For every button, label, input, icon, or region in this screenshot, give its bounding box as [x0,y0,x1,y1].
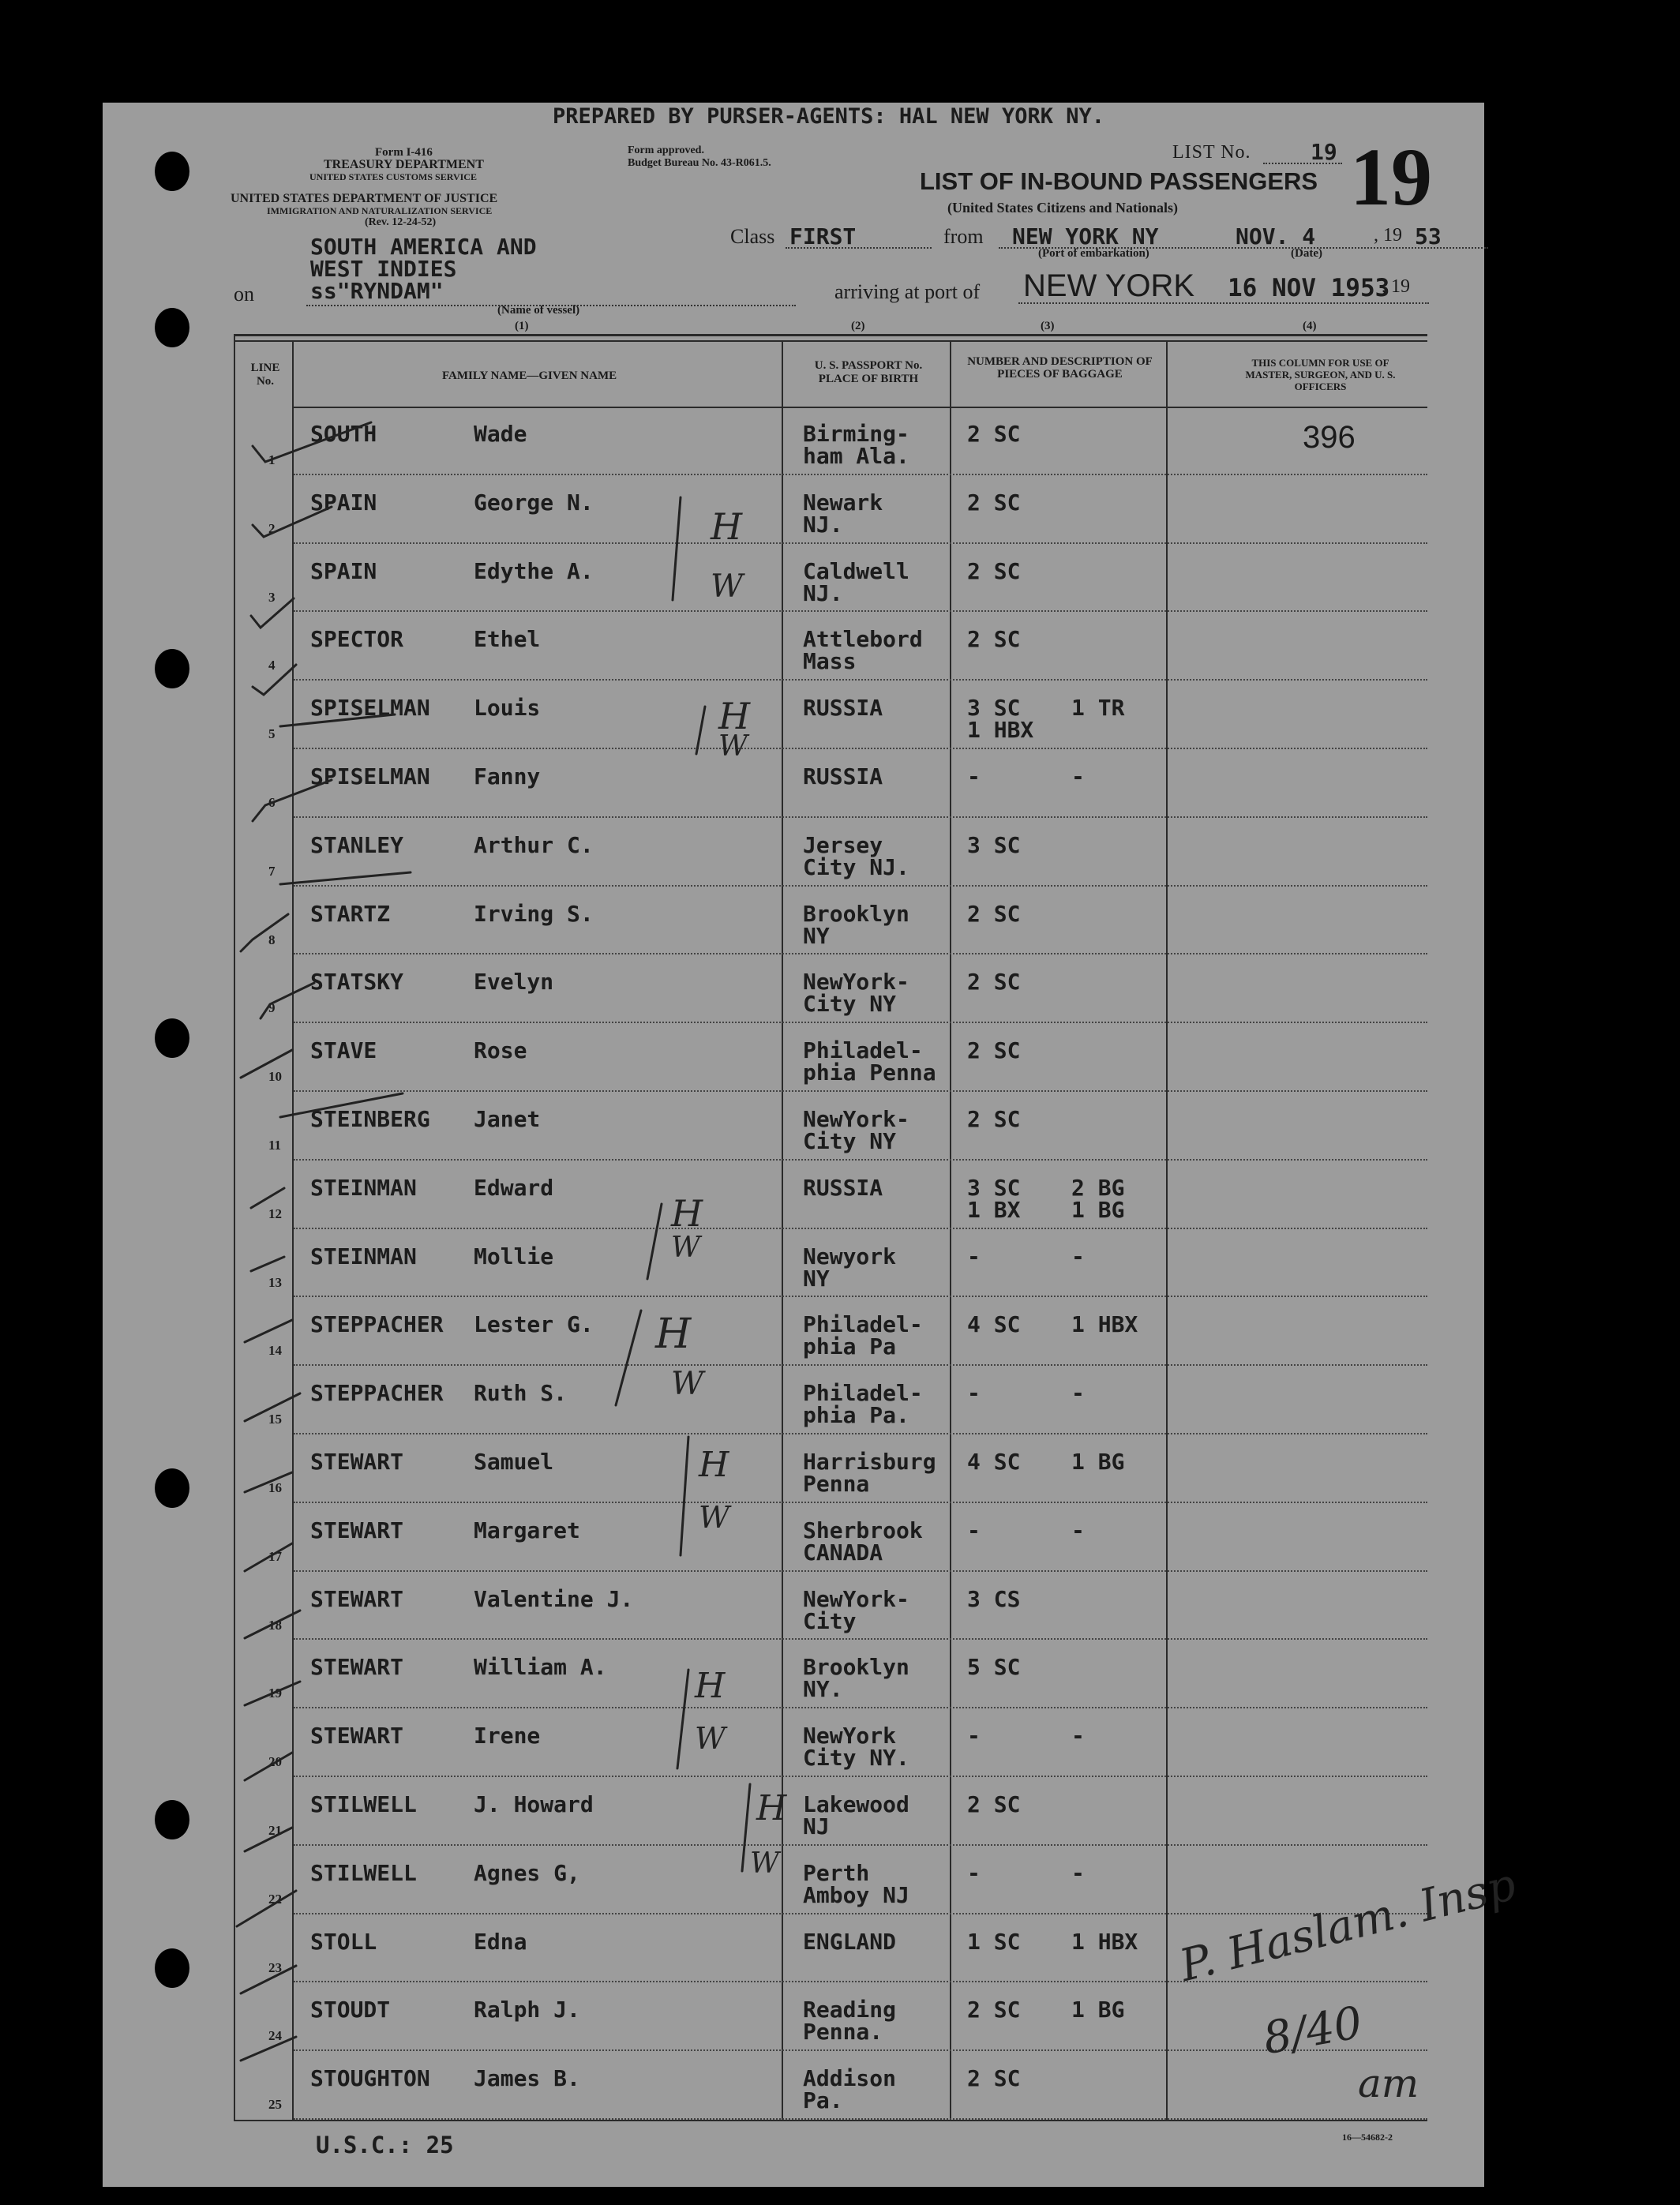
line-number: 18 [268,1617,282,1633]
family-name: STEPPACHER [310,1380,444,1407]
family-name: STILWELL [310,1791,417,1817]
line-number: 13 [268,1274,282,1290]
arriving-label: arriving at port of [834,280,981,303]
date-caption: (Date) [1291,247,1322,260]
line-number: 15 [268,1412,282,1427]
punch-hole [155,152,189,191]
table-row [0,1366,1680,1434]
mark-wife: W [750,1847,780,1880]
birthplace-line1: RUSSIA [803,763,883,789]
col-number-1: (1) [515,320,529,332]
given-name: Valentine J. [474,1585,634,1612]
given-name: Louis [474,695,541,722]
family-name: STOUDT [310,1997,391,2023]
birthplace-line2: City NY [803,991,897,1018]
mark-husband: H [671,1192,703,1235]
baggage-2: 1 BG [1071,1449,1125,1475]
birthplace-line1: NewYork- [803,1106,909,1132]
class-label: Class [730,225,775,248]
family-name: STANLEY [310,831,404,858]
birthplace-line2: City NY. [803,1745,909,1772]
budget-bureau: Budget Bureau No. 43-R061.5. [628,157,771,169]
family-name: SOUTH [310,421,377,447]
line-number: 17 [268,1548,282,1564]
table-row [0,407,1680,475]
birthplace-line2: NJ. [803,579,843,606]
family-name: STEWART [310,1723,404,1749]
family-name: STEINMAN [310,1243,417,1269]
table-top-rule-2 [234,340,1427,342]
given-name: Fanny [474,763,541,789]
given-name: Wade [474,421,527,447]
birthplace-line2: ham Ala. [803,443,909,469]
row-rule [294,2118,1427,2120]
baggage-3: 1 BX [967,1196,1021,1223]
birthplace-line2: City NY [803,1128,897,1154]
family-name: STEINMAN [310,1174,417,1201]
mark-husband: H [655,1311,692,1358]
year-value: 53 [1415,223,1442,249]
baggage-1: 2 SC [967,1106,1021,1132]
line-number: 25 [268,2097,282,2113]
line-number: 24 [268,2028,282,2044]
header-passport: U. S. PASSPORT No. PLACE OF BIRTH [814,359,923,385]
family-name: STAVE [310,1037,377,1064]
baggage-1: 2 SC [967,489,1021,516]
table-row [0,887,1680,955]
baggage-1: 5 SC [967,1654,1021,1681]
baggage-1: 2 SC [967,557,1021,584]
baggage-4: 1 BG [1071,1196,1125,1223]
given-name: Margaret [474,1517,580,1543]
birthplace-line2: NJ [803,1813,830,1839]
baggage-1: - [967,763,981,789]
justice-dept: UNITED STATES DEPARTMENT OF JUSTICE [231,192,498,205]
treasury-dept: TREASURY DEPARTMENT [324,158,484,171]
family-name: STEINBERG [310,1106,430,1132]
table-row [0,1297,1680,1366]
mark-wife: W [711,568,744,605]
from-value: NEW YORK NY [1012,223,1159,249]
birthplace-line2: phia Penna [803,1059,936,1086]
birthplace-line1: Philadel- [803,1037,923,1064]
table-row [0,475,1680,544]
birthplace-line2: NJ. [803,511,843,538]
header-baggage: NUMBER AND DESCRIPTION OF PIECES OF BAGGAGE [967,355,1153,381]
mark-husband: H [695,1666,726,1706]
family-name: STOUGHTON [310,2065,430,2092]
birthplace-line1: Addison [803,2065,897,2092]
birthplace-line2: Pa. [803,2087,843,2114]
birthplace-line2: Penna [803,1471,870,1497]
birthplace-line1: Philadel- [803,1380,923,1407]
birthplace-line1: Brooklyn [803,900,909,927]
form-approved: Form approved. [628,144,704,156]
purser-note: PREPARED BY PURSER-AGENTS: HAL NEW YORK NY. [553,104,1104,129]
header-line-no: LINE No. [250,362,280,388]
line-number: 7 [268,863,276,879]
vessel-caption: (Name of vessel) [497,304,580,317]
baggage-2: - [1071,1517,1085,1543]
route-line1: SOUTH AMERICA AND [310,234,537,260]
baggage-2: - [1071,763,1085,789]
birthplace-line1: Brooklyn [803,1654,909,1681]
mark-wife: W [671,1366,704,1402]
line-number: 10 [268,1069,282,1085]
baggage-2: 1 HBX [1071,1311,1138,1338]
table-row [0,1982,1680,2051]
given-name: J. Howard [474,1791,594,1817]
birthplace-line1: Harrisburg [803,1449,936,1475]
baggage-1: 2 SC [967,900,1021,927]
birthplace-line1: Caldwell [803,557,909,584]
line-number: 14 [268,1343,282,1359]
year-prefix: , 19 [1374,225,1402,246]
table-row [0,1503,1680,1572]
baggage-1: 2 SC [967,626,1021,653]
family-name: STEWART [310,1449,404,1475]
on-label: on [234,283,254,306]
table-row [0,954,1680,1023]
line-number: 4 [268,658,276,673]
baggage-1: - [967,1517,981,1543]
baggage-1: 2 SC [967,969,1021,996]
line-number: 20 [268,1754,282,1770]
header-officers: THIS COLUMN FOR USE OF MASTER, SURGEON, AND U. S. OFFICERS [1245,357,1396,392]
birthplace-line1: NewYork- [803,969,909,996]
col-number-2: (2) [851,320,865,332]
inspector-time: 8/40 [1259,1997,1367,2065]
arrival-date-stamp: 16 NOV 1953 [1228,274,1390,302]
given-name: Edythe A. [474,557,594,584]
line-number: 16 [268,1480,282,1495]
table-top-rule [234,334,1427,336]
table-row [0,1572,1680,1641]
family-name: SPECTOR [310,626,404,653]
birthplace-line1: RUSSIA [803,1174,883,1201]
mark-wife: W [671,1232,701,1264]
line-number: 8 [268,932,276,947]
line-number: 22 [268,1891,282,1907]
baggage-1: 3 SC [967,831,1021,858]
vessel-name: ss"RYNDAM" [310,278,444,304]
family-name: STEWART [310,1585,404,1612]
table-row [0,1023,1680,1092]
birthplace-line2: phia Pa. [803,1402,909,1429]
usc-count: U.S.C.: 25 [316,2132,454,2158]
family-name: STATSKY [310,969,404,996]
birthplace-line2: Amboy NJ [803,1881,909,1908]
line-number: 5 [268,726,276,742]
baggage-2: - [1071,1243,1085,1269]
list-no-stamp: 19 [1350,132,1432,223]
from-caption: (Port of embarkation) [1038,247,1149,260]
birthplace-line2: NY [803,922,830,949]
baggage-1: 2 SC [967,1791,1021,1817]
given-name: Ralph J. [474,1997,580,2023]
line-number: 11 [268,1138,282,1153]
mark-wife: W [695,1721,726,1756]
table-row [0,1640,1680,1708]
given-name: Mollie [474,1243,554,1269]
family-name: SPISELMAN [310,695,430,722]
baggage-1: - [967,1723,981,1749]
table-row [0,1229,1680,1298]
table-row [0,1434,1680,1503]
arrival-port: NEW YORK [1023,268,1195,303]
mark-wife: W [699,1500,730,1535]
baggage-1: - [967,1380,981,1407]
table-row [0,818,1680,887]
revision: (Rev. 12-24-52) [365,216,437,228]
baggage-2: - [1071,1723,1085,1749]
baggage-2: 1 BG [1071,1997,1125,2023]
birthplace-line1: NewYork- [803,1585,909,1612]
line-number: 9 [268,1000,276,1016]
birthplace-line2: Mass [803,648,857,675]
line-number: 6 [268,795,276,810]
baggage-2: 1 TR [1071,695,1125,722]
class-value: FIRST [789,223,857,249]
birthplace-line1: Sherbrook [803,1517,923,1543]
table-row [0,1092,1680,1161]
baggage-2: 2 BG [1071,1174,1125,1201]
birthplace-line2: NY. [803,1676,843,1703]
given-name: Irving S. [474,900,594,927]
mark-husband: H [718,695,751,737]
baggage-2: - [1071,1859,1085,1886]
inspector-time-ampm: am [1358,2061,1419,2106]
birthplace-line1: Reading [803,1997,897,2023]
family-name: SPISELMAN [310,763,430,789]
table-row [0,1708,1680,1777]
list-title: LIST OF IN-BOUND PASSENGERS [920,167,1318,195]
departure-date: NOV. 4 [1236,223,1316,249]
table-row [0,1161,1680,1229]
birthplace-line1: Perth [803,1859,870,1886]
baggage-1: 4 SC [967,1311,1021,1338]
birthplace-line2: NY [803,1265,830,1292]
punch-hole [155,308,189,347]
arrival-year-suffix: , 19 [1382,276,1410,297]
baggage-1: 3 SC [967,1174,1021,1201]
inspector-signature: P. Haslam. Insp [1175,1858,1521,1993]
birthplace-line1: Attlebord [803,626,923,653]
birthplace-line1: Newyork [803,1243,897,1269]
table-row [0,2051,1680,2120]
line-number: 21 [268,1823,282,1838]
line-number: 2 [268,520,276,536]
given-name: Arthur C. [474,831,594,858]
given-name: Edward [474,1174,554,1201]
baggage-1: - [967,1243,981,1269]
family-name: STOLL [310,1928,377,1955]
baggage-1: - [967,1859,981,1886]
birthplace-line1: Jersey [803,831,883,858]
birthplace-line2: Penna. [803,2019,883,2046]
birthplace-line1: RUSSIA [803,695,883,722]
table-row [0,749,1680,818]
line-number: 19 [268,1686,282,1701]
birthplace-line1: Newark [803,489,883,516]
birthplace-line1: Lakewood [803,1791,909,1817]
ins-service: IMMIGRATION AND NATURALIZATION SERVICE [267,205,493,216]
family-name: STILWELL [310,1859,417,1886]
family-name: STEPPACHER [310,1311,444,1338]
route-line2: WEST INDIES [310,256,457,282]
baggage-2: - [1071,1380,1085,1407]
family-name: SPAIN [310,557,377,584]
col-number-3: (3) [1041,320,1055,332]
given-name: Janet [474,1106,541,1132]
given-name: George N. [474,489,594,516]
birthplace-line1: NewYork [803,1723,897,1749]
table-row [0,612,1680,681]
given-name: James B. [474,2065,580,2092]
given-name: Lester G. [474,1311,594,1338]
baggage-1: 4 SC [967,1449,1021,1475]
table-row [0,544,1680,613]
family-name: SPAIN [310,489,377,516]
line-number: 12 [268,1206,282,1221]
baggage-1: 2 SC [967,1997,1021,2023]
header-name: FAMILY NAME—GIVEN NAME [442,369,617,382]
table-row [0,1777,1680,1846]
given-name: William A. [474,1654,607,1681]
given-name: Ruth S. [474,1380,568,1407]
given-name: Rose [474,1037,527,1064]
birthplace-line1: Birming- [803,421,909,447]
birthplace-line2: phia Pa [803,1333,897,1360]
baggage-1: 2 SC [967,421,1021,447]
mark-husband: H [711,505,743,548]
mark-wife: W [718,730,748,763]
table-bottom-rule [234,2120,1427,2121]
customs-service: UNITED STATES CUSTOMS SERVICE [309,171,477,182]
birthplace-line2: City NJ. [803,853,909,880]
line-number: 3 [268,589,276,605]
line-number: 23 [268,1959,282,1975]
given-name: Agnes G, [474,1859,580,1886]
given-name: Ethel [474,626,541,653]
mark-husband: H [699,1445,729,1485]
given-name: Edna [474,1928,527,1955]
baggage-1: 3 SC [967,695,1021,722]
baggage-3: 1 HBX [967,717,1034,744]
officer-count-note: 396 [1303,420,1356,455]
birthplace-line1: ENGLAND [803,1928,897,1955]
given-name: Evelyn [474,969,554,996]
mark-husband: H [756,1788,787,1828]
birthplace-line1: Philadel- [803,1311,923,1338]
given-name: Irene [474,1723,541,1749]
baggage-1: 1 SC [967,1928,1021,1955]
print-code: 16—54682-2 [1342,2132,1393,2143]
baggage-1: 3 CS [967,1585,1021,1612]
list-subtitle: (United States Citizens and Nationals) [947,200,1179,216]
family-name: STEWART [310,1654,404,1681]
table-row [0,681,1680,749]
baggage-1: 2 SC [967,2065,1021,2092]
birthplace-line2: City [803,1607,857,1634]
col-number-4: (4) [1303,320,1317,332]
birthplace-line2: CANADA [803,1539,883,1566]
family-name: STARTZ [310,900,391,927]
list-no-typed: 19 [1311,139,1337,165]
baggage-2: 1 HBX [1071,1928,1138,1955]
given-name: Samuel [474,1449,554,1475]
from-label: from [943,225,984,248]
baggage-1: 2 SC [967,1037,1021,1064]
form-number: Form I-416 [375,146,433,159]
line-number: 1 [268,452,276,467]
list-no-label: LIST No. [1172,142,1251,163]
family-name: STEWART [310,1517,404,1543]
